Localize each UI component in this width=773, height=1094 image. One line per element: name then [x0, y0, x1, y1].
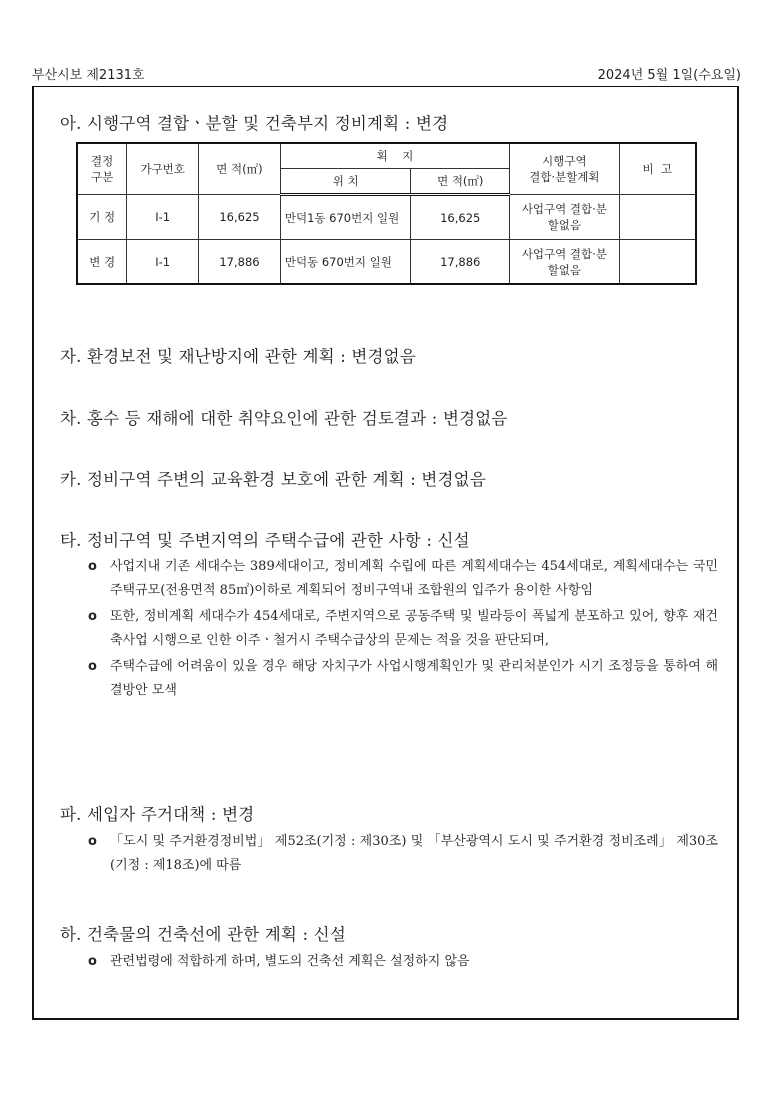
cell-decision: 기 정 [77, 195, 127, 240]
col-header-location: 위 치 [280, 169, 411, 195]
cell-note [619, 240, 696, 285]
section-pa-bullets [88, 830, 718, 878]
col-header-lot-area: 면 적(㎡) [411, 169, 510, 195]
col-header-area: 면 적(㎡) [199, 143, 281, 195]
col-header-decision: 결정 구분 [77, 143, 127, 195]
bullet-circle-icon: o [88, 559, 97, 574]
table-row [77, 195, 696, 240]
cell-area: 16,625 [199, 195, 281, 240]
bullet-circle-icon: o [88, 659, 97, 674]
col-header-lot: 획 지 [280, 143, 509, 169]
cell-lot-area: 16,625 [411, 195, 510, 240]
section-ha-title: 하. 건축물의 건축선에 관한 계획 : 신설 [60, 925, 346, 944]
plan-table [76, 142, 697, 285]
bullet-circle-icon: o [88, 834, 97, 849]
col-header-plan: 시행구역 결합·분할계획 [510, 143, 620, 195]
list-item: o 「도시 및 주거환경정비법」 제52조(기정 : 제30조) 및 「부산광역시 도시 및 주거환경 정비조례」 제30조(기정 : 제18조)에 따름 [88, 830, 718, 878]
cell-decision: 변 경 [77, 240, 127, 285]
bullet-circle-icon: o [88, 954, 97, 969]
cell-plan: 사업구역 결합·분 할없음 [510, 195, 620, 240]
cell-block-number: Ⅰ-1 [127, 195, 199, 240]
bulletin-issue: 부산시보 제2131호 [32, 68, 145, 83]
bullet-circle-icon: o [88, 609, 97, 624]
cell-block-number: Ⅰ-1 [127, 240, 199, 285]
list-item: o 또한, 정비계획 세대수가 454세대로, 주변지역으로 공동주택 및 빌라등이 폭넓게 분포하고 있어, 향후 재건축사업 시행으로 인한 이주ㆍ철거시 주택수급상의 문제는 적을 것을 판단되며, [88, 605, 718, 653]
list-item: o 사업지내 기존 세대수는 389세대이고, 정비계획 수립에 따른 계획세대수는 454세대로, 계획세대수는 국민주택규모(전용면적 85㎡)이하로 계획되어 정비구역내 조합원의 입주가 용이한 사항임 [88, 555, 718, 603]
cell-location: 만덕1동 670번지 일원 [280, 195, 411, 240]
col-header-block-number: 가구번호 [127, 143, 199, 195]
section-cha-title: 차. 홍수 등 재해에 대한 취약요인에 관한 검토결과 : 변경없음 [60, 409, 508, 428]
section-ta-bullets [88, 555, 718, 703]
table-row [77, 240, 696, 285]
cell-location: 만덕동 670번지 일원 [280, 240, 411, 285]
cell-area: 17,886 [199, 240, 281, 285]
col-header-note: 비 고 [619, 143, 696, 195]
cell-lot-area: 17,886 [411, 240, 510, 285]
list-item: o 관련법령에 적합하게 하며, 별도의 건축선 계획은 설정하지 않음 [88, 950, 718, 974]
section-ka-title: 카. 정비구역 주변의 교육환경 보호에 관한 계획 : 변경없음 [60, 470, 486, 489]
bulletin-date: 2024년 5월 1일(수요일) [597, 68, 741, 83]
section-ja-title: 자. 환경보전 및 재난방지에 관한 계획 : 변경없음 [60, 347, 416, 366]
section-ha-bullets [88, 950, 718, 974]
section-ta-title: 타. 정비구역 및 주변지역의 주택수급에 관한 사항 : 신설 [60, 531, 470, 550]
cell-plan: 사업구역 결합·분 할없음 [510, 240, 620, 285]
cell-note [619, 195, 696, 240]
section-pa-title: 파. 세입자 주거대책 : 변경 [60, 805, 255, 824]
section-a-title: 아. 시행구역 결합ㆍ분할 및 건축부지 정비계획 : 변경 [60, 114, 449, 133]
list-item: o 주택수급에 어려움이 있을 경우 해당 자치구가 사업시행계획인가 및 관리처분인가 시기 조정등을 통하여 해결방안 모색 [88, 655, 718, 703]
